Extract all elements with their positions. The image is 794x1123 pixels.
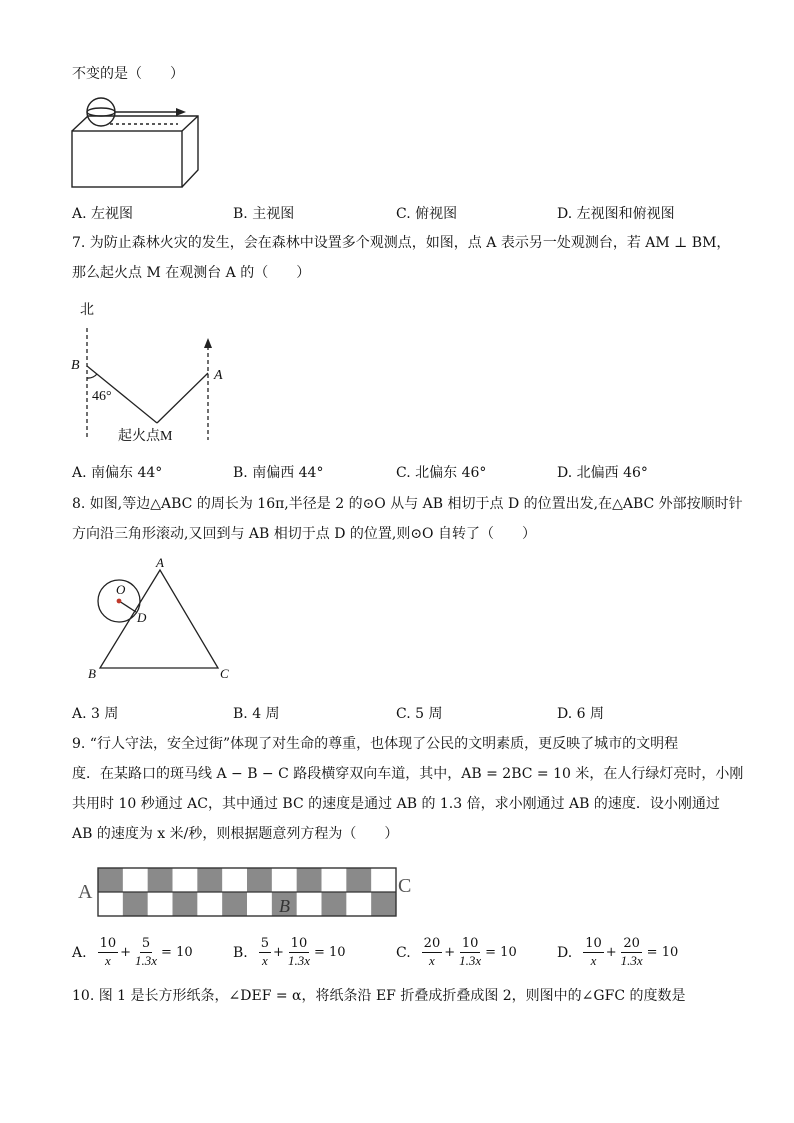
q9-option-a-frac2: $\frac{5}{1.3x}$: [135, 936, 158, 968]
q9-option-d-label: D.: [557, 944, 573, 961]
q9-option-c-frac1: $\frac{20}{x}$: [423, 936, 441, 968]
q7-fire-label: 起火点M: [118, 429, 173, 444]
q9-option-c: C. $\frac{20}{x}$ + $\frac{10}{1.3x}$ = 10: [396, 936, 517, 968]
zebra-stripe: [322, 892, 347, 916]
q9-option-d: D. $\frac{10}{x}$ + $\frac{20}{1.3x}$ = 10: [557, 936, 679, 968]
q9-option-d-frac2: $\frac{20}{1.3x}$: [620, 936, 643, 968]
q6-tail: 不变的是（ ）: [72, 66, 184, 82]
q8-text-line2: 方向沿三角形滚动,又回到与 AB 相切于点 D 的位置,则⊙O 自转了（ ）: [72, 526, 536, 542]
zebra-stripe: [371, 892, 396, 916]
zebra-stripe: [98, 868, 123, 892]
q9-option-c-frac2: $\frac{10}{1.3x}$: [459, 936, 482, 968]
q9-text-line4: AB 的速度为 x 米/秒，则根据题意列方程为（ ）: [72, 826, 399, 842]
q8-option-d: D. 6 周: [557, 706, 604, 722]
q7-text-line1: 7. 为防止森林火灾的发生，会在森林中设置多个观测点，如图，点 A 表示另一处观测台，若 AM ⊥ BM，: [72, 235, 731, 251]
q6-option-b: B. 主视图: [233, 206, 295, 222]
q8-figure: [84, 556, 244, 684]
q9-point-c: C: [398, 875, 412, 897]
zebra-stripe: [173, 892, 198, 916]
q6-option-c: C. 俯视图: [396, 206, 458, 222]
zebra-stripe: [247, 868, 272, 892]
q8-option-c: C. 5 周: [396, 706, 443, 722]
q9-option-b: B. $\frac{5}{x}$ + $\frac{10}{1.3x}$ = 10: [233, 936, 346, 968]
q8-option-b: B. 4 周: [233, 706, 280, 722]
q9-text-line3: 共用时 10 秒通过 AC，其中通过 BC 的速度是通过 AB 的 1.3 倍，求小刚通过 AB 的速度．设小刚通过: [72, 796, 720, 812]
q9-option-a-label: A.: [72, 944, 87, 961]
q9-point-a: A: [78, 881, 93, 903]
q7-option-c: C. 北偏东 46°: [396, 465, 487, 481]
q9-text-line2: 度．在某路口的斑马线 A − B − C 路段横穿双向车道，其中，AB = 2BC = 10 米，在人行绿灯亮时，小刚: [72, 766, 744, 782]
q7-figure: [70, 298, 230, 448]
q9-option-b-frac2: $\frac{10}{1.3x}$: [287, 936, 310, 968]
q9-option-a-frac1: $\frac{10}{x}$: [99, 936, 117, 968]
q7-option-a: A. 南偏东 44°: [72, 465, 163, 481]
q7-option-d: D. 北偏西 46°: [557, 465, 648, 481]
zebra-stripe: [297, 868, 322, 892]
zebra-stripe: [346, 868, 371, 892]
q6-option-a: A. 左视图: [72, 206, 134, 222]
q8-text-line1: 8. 如图,等边△ABC 的周长为 16π,半径是 2 的⊙O 从与 AB 相切于点 D 的位置出发,在△ABC 外部按顺时针: [72, 496, 743, 512]
q9-option-b-label: B.: [233, 944, 248, 961]
q9-option-b-frac1: $\frac{5}{x}$: [260, 936, 270, 968]
q8-point-c: C: [220, 666, 229, 681]
q8-point-o: O: [116, 582, 126, 597]
q9-crosswalk-figure: [74, 860, 424, 922]
zebra-stripe: [123, 892, 148, 916]
q7-angle-label: 46°: [92, 389, 112, 404]
q9-point-b: B: [279, 896, 290, 916]
q7-north-label: 北: [80, 303, 94, 318]
q9-option-d-frac1: $\frac{10}{x}$: [585, 936, 602, 968]
q6-figure: [70, 96, 210, 191]
q9-text-line1: 9. “行人守法，安全过街”体现了对生命的尊重，也体现了公民的文明素质，更反映了城市的文明程: [72, 736, 679, 752]
zebra-stripe: [148, 868, 173, 892]
q7-point-a: A: [214, 368, 223, 383]
zebra-stripe: [197, 868, 222, 892]
q7-text-line2: 那么起火点 M 在观测台 A 的（ ）: [72, 265, 311, 281]
q9-option-a: A. $\frac{10}{x}$ + $\frac{5}{1.3x}$ = 10: [72, 936, 193, 968]
q7-option-b: B. 南偏西 44°: [233, 465, 324, 481]
q6-option-d: D. 左视图和俯视图: [557, 206, 675, 222]
zebra-stripe: [222, 892, 247, 916]
q8-point-b: B: [88, 666, 96, 681]
q8-point-a: A: [156, 555, 164, 570]
q9-option-c-label: C.: [396, 944, 411, 961]
q10-text-line1: 10. 图 1 是长方形纸条，∠DEF = α，将纸条沿 EF 折叠成折叠成图 2，则图中的∠GFC 的度数是: [72, 988, 686, 1004]
q8-option-a: A. 3 周: [72, 706, 119, 722]
q8-point-d: D: [137, 610, 147, 625]
q7-point-b: B: [71, 358, 80, 373]
